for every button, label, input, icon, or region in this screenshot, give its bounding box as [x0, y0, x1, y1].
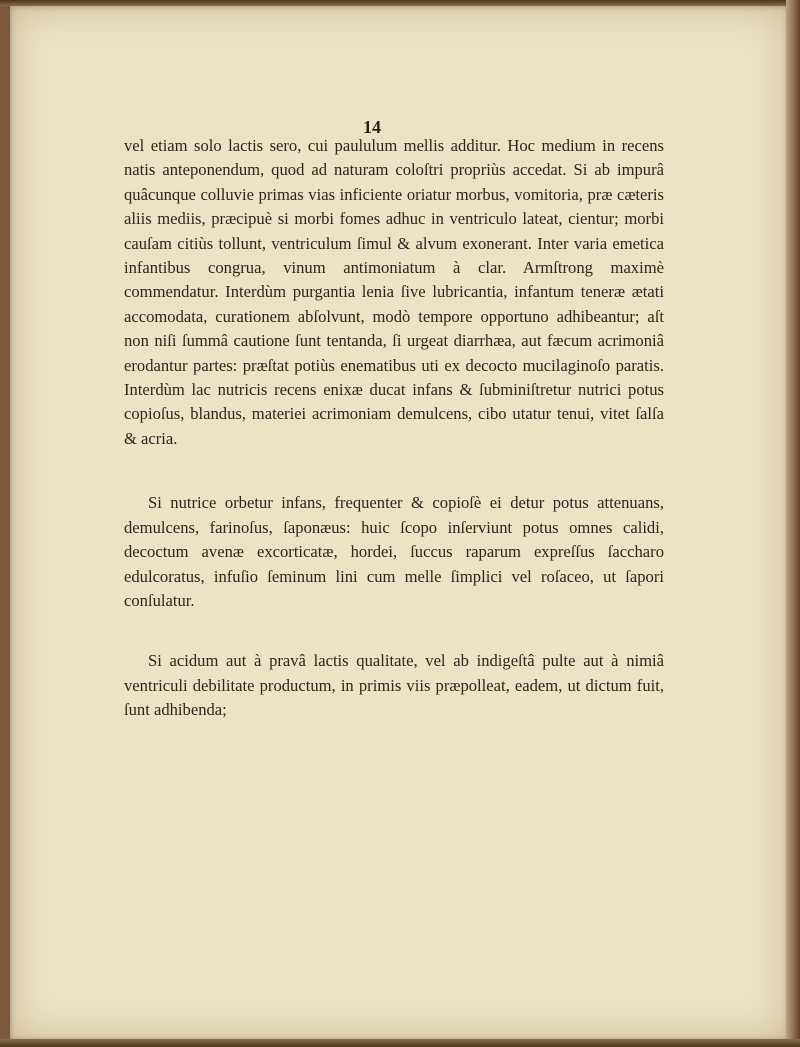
page-bottom-edge	[0, 1039, 800, 1047]
paragraph-1: vel etiam solo lactis sero, cui paululum mellis additur. Hoc medium in recens natis anteponendum, quod ad naturam coloſtri propriùs accedat. Si ab impurâ quâcunque colluvie primas vias inficiente oriatur morbus, vomitoria, præ cæteris aliis mediis, præcipuè si morbi fomes adhuc in ventriculo lateat, cientur; morbi cauſam citiùs tollunt, ventriculum ſimul & alvum exonerant. Inter varia emetica infantibus congrua, vinum antimoniatum à clar. Armſtrong maximè commendatur. Interdùm purgantia lenia ſive lubricantia, infantum teneræ ætati accomodata, curationem abſolvunt, modò tempore opportuno adhibeantur; aſt non niſi ſummâ cautione ſunt tentanda, ſi urgeat diarrhæa, aut fæcum acrimoniâ erodantur partes: præſtat potiùs enematibus uti ex decocto mucilaginoſo paratis. Interdùm lac nutricis recens enixæ ducat infans & ſubminiſtretur nutrici potus copioſus, blandus, materiei acrimoniam demulcens, cibo utatur tenui, vitet ſalſa & acria.	[124, 136, 664, 448]
paragraph-2: Si nutrice orbetur infans, frequenter & copioſè ei detur potus attenuans, demulcens, farinoſus, ſaponæus: huic ſcopo inſerviunt potus omnes calidi, decoctum avenæ excorticatæ, hordei, ſuccus raparum expreſſus ſaccharo edulcoratus, infuſio ſeminum lini cum melle ſimplici vel roſaceo, ut ſapori conſulatur.	[124, 493, 664, 610]
paragraph-3: Si acidum aut à pravâ lactis qualitate, vel ab indigeſtâ pulte aut à nimiâ ventriculi debilitate productum, in primis viis præpolleat, eadem, ut dictum fuit, ſunt adhibenda;	[124, 651, 664, 720]
book-page	[10, 6, 788, 1040]
body-text	[124, 134, 664, 723]
page-right-edge	[786, 0, 800, 1047]
page-top-edge	[0, 0, 800, 6]
page-number: 14	[363, 117, 381, 137]
